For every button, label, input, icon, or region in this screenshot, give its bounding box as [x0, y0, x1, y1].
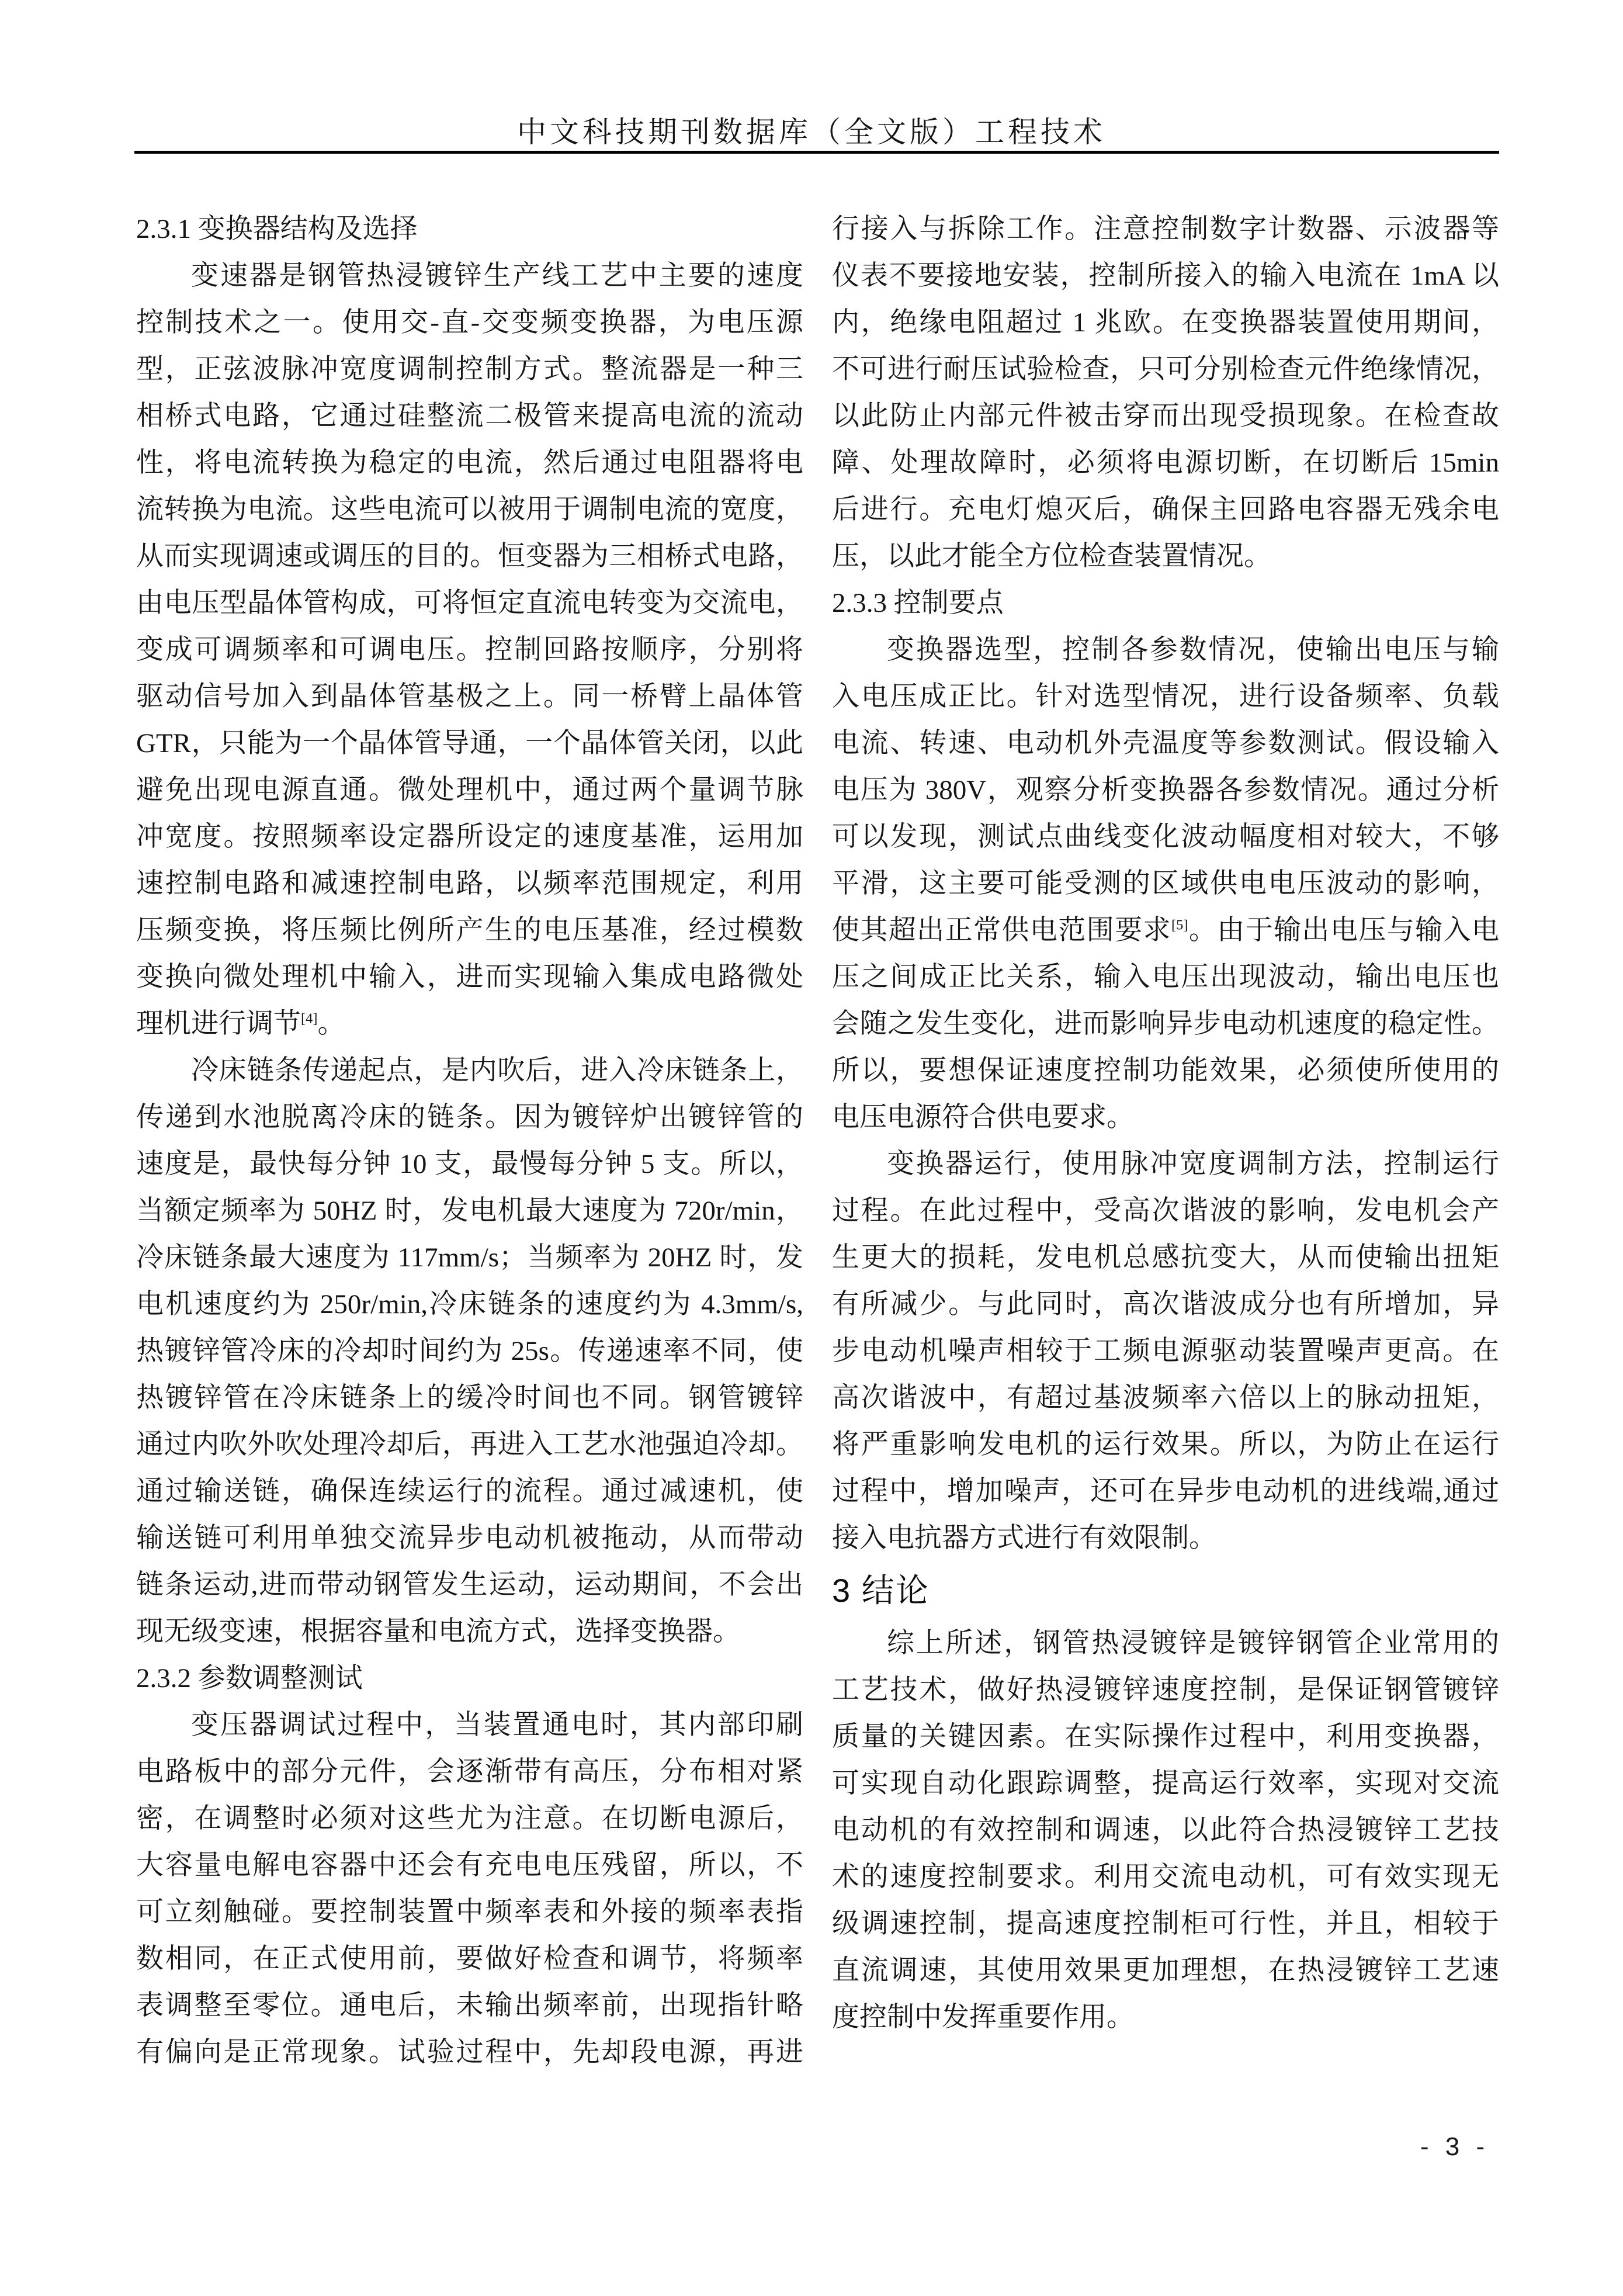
text-line: 综上所述，钢管热浸镀锌是镀锌钢管企业常用的: [887, 1628, 1499, 1658]
text-line: 高次谐波中，有超过基波频率六倍以上的脉动扭矩，: [832, 1383, 1499, 1413]
text-line: 可以发现，测试点曲线变化波动幅度相对较大，不够: [832, 822, 1499, 852]
text-line: 级调速控制，提高速度控制柜可行性，并且，相较于: [832, 1909, 1499, 1939]
text-line: 理机进行调节[4]。: [136, 1009, 345, 1039]
journal-header-title: 中文科技期刊数据库（全文版）工程技术: [517, 116, 1106, 148]
text-line: 变成可调频率和可调电压。控制回路按顺序，分别将: [136, 635, 803, 665]
text-line: 不可进行耐压试验检查，只可分别检查元件绝缘情况，: [832, 354, 1499, 385]
conclusion-heading: 3 结论: [832, 1572, 930, 1609]
header-divider: [134, 151, 1499, 154]
text-line: 以此防止内部元件被击穿而出现受损现象。在检查故: [832, 401, 1499, 431]
text-line: 链条运动,进而带动钢管发生运动，运动期间，不会出: [136, 1570, 803, 1600]
text-line: 冲宽度。按照频率设定器所设定的速度基准，运用加: [136, 822, 803, 852]
text-line: 电流、转速、电动机外壳温度等参数测试。假设输入: [832, 728, 1499, 759]
text-line: 通过输送链，确保连续运行的流程。通过减速机，使: [136, 1476, 803, 1507]
text-line: 平滑，这主要可能受测的区域供电电压波动的影响，: [832, 868, 1499, 899]
text-line: 步电动机噪声相较于工频电源驱动装置噪声更高。在: [832, 1336, 1499, 1366]
text-line: 过程中，增加噪声，还可在异步电动机的进线端,通过: [832, 1476, 1499, 1507]
page-number: - 3 -: [1420, 2132, 1490, 2161]
text-line: 内，绝缘电阻超过 1 兆欧。在变换器装置使用期间，: [832, 307, 1499, 338]
text-line: 密，在调整时必须对这些尤为注意。在切断电源后，: [136, 1803, 803, 1834]
text-line: 使其超出正常供电范围要求[5]。由于输出电压与输入电: [832, 915, 1499, 946]
text-line: 通过内吹外吹处理冷却后，再进入工艺水池强迫冷却。: [136, 1429, 803, 1460]
text-line: 接入电抗器方式进行有效限制。: [832, 1523, 1216, 1553]
text-line: 从而实现调速或调压的目的。恒变器为三相桥式电路，: [136, 541, 803, 572]
text-line: 有所减少。与此同时，高次谐波成分也有所增加，异: [832, 1289, 1499, 1320]
reference-superscript: [4]: [301, 1010, 318, 1027]
text-line: 直流调速，其使用效果更加理想，在热浸镀锌工艺速: [832, 1955, 1499, 1986]
right-column: [832, 206, 1499, 2041]
text-line: 可立刻触碰。要控制装置中频率表和外接的频率表指: [136, 1897, 803, 1927]
text-line: 后进行。充电灯熄灭后，确保主回路电容器无残余电: [832, 494, 1499, 525]
text-line: 会随之发生变化，进而影响异步电动机速度的稳定性。: [832, 1009, 1499, 1039]
reference-superscript: [5]: [1171, 917, 1188, 933]
section-heading: 2.3.2 参数调整测试: [136, 1663, 363, 1694]
text-line: 速度是，最快每分钟 10 支，最慢每分钟 5 支。所以，: [136, 1149, 803, 1179]
text-line: 由电压型晶体管构成，可将恒定直流电转变为交流电，: [136, 588, 803, 618]
text-line: 障、处理故障时，必须将电源切断，在切断后 15min: [832, 448, 1499, 478]
text-line: 质量的关键因素。在实际操作过程中，利用变换器，: [832, 1722, 1499, 1752]
text-line: 变速器是钢管热浸镀锌生产线工艺中主要的速度: [191, 261, 803, 291]
text-line: 电机速度约为 250r/min,冷床链条的速度约为 4.3mm/s,: [136, 1289, 803, 1320]
text-line: 变换向微处理机中输入，进而实现输入集成电路微处: [136, 962, 803, 992]
text-line: 过程。在此过程中，受高次谐波的影响，发电机会产: [832, 1196, 1499, 1226]
text-line: 电动机的有效控制和调速，以此符合热浸镀锌工艺技: [832, 1815, 1499, 1845]
text-line: 热镀锌管冷床的冷却时间约为 25s。传递速率不同，使: [136, 1336, 803, 1366]
text-line: 表调整至零位。通电后，未输出频率前，出现指针略: [136, 1990, 803, 2021]
text-line: 大容量电解电容器中还会有充电电压残留，所以，不: [136, 1850, 803, 1881]
section-heading: 2.3.1 变换器结构及选择: [136, 214, 418, 244]
text-line: 速控制电路和减速控制电路，以频率范围规定，利用: [136, 868, 803, 899]
text-line: 行接入与拆除工作。注意控制数字计数器、示波器等: [832, 214, 1499, 244]
text-line: 入电压成正比。针对选型情况，进行设备频率、负载: [832, 681, 1499, 712]
text-line: 传递到水池脱离冷床的链条。因为镀锌炉出镀锌管的: [136, 1102, 803, 1133]
text-line: 流转换为电流。这些电流可以被用于调制电流的宽度，: [136, 494, 803, 525]
text-line: 所以，要想保证速度控制功能效果，必须使所使用的: [832, 1055, 1499, 1086]
text-line: 度控制中发挥重要作用。: [832, 2002, 1134, 2032]
text-line: 生更大的损耗，发电机总感抗变大，从而使输出扭矩: [832, 1242, 1499, 1273]
text-line: 电压为 380V，观察分析变换器各参数情况。通过分析: [832, 775, 1499, 805]
text-line: 控制技术之一。使用交-直-交变频变换器，为电压源: [136, 307, 803, 338]
text-line: 工艺技术，做好热浸镀锌速度控制，是保证钢管镀锌: [832, 1675, 1499, 1705]
text-line: 型，正弦波脉冲宽度调制控制方式。整流器是一种三: [136, 354, 803, 385]
text-line: 当额定频率为 50HZ 时，发电机最大速度为 720r/min，: [136, 1196, 803, 1226]
text-line: 变压器调试过程中，当装置通电时，其内部印刷: [191, 1710, 803, 1740]
text-line: 现无级变速，根据容量和电流方式，选择变换器。: [136, 1616, 740, 1647]
text-line: 数相同，在正式使用前，要做好检查和调节，将频率: [136, 1944, 803, 1974]
text-line: 可实现自动化跟踪调整，提高运行效率，实现对交流: [832, 1768, 1499, 1799]
text-line: 输送链可利用单独交流异步电动机被拖动，从而带动: [136, 1523, 803, 1553]
section-heading: 2.3.3 控制要点: [832, 588, 1004, 618]
text-line: 变换器选型，控制各参数情况，使输出电压与输: [887, 635, 1499, 665]
text-line: 电路板中的部分元件，会逐渐带有高压，分布相对紧: [136, 1757, 803, 1787]
text-line: 术的速度控制要求。利用交流电动机，可有效实现无: [832, 1862, 1499, 1892]
text-line: 将严重影响发电机的运行效果。所以，为防止在运行: [832, 1429, 1499, 1460]
text-line: 性，将电流转换为稳定的电流，然后通过电阻器将电: [136, 448, 803, 478]
text-line: 冷床链条传递起点，是内吹后，进入冷床链条上，: [191, 1055, 803, 1086]
text-line: 相桥式电路，它通过硅整流二极管来提高电流的流动: [136, 401, 803, 431]
text-line: 仪表不要接地安装，控制所接入的输入电流在 1mA 以: [832, 261, 1499, 291]
text-line: GTR，只能为一个晶体管导通，一个晶体管关闭，以此: [136, 728, 803, 759]
text-line: 冷床链条最大速度为 117mm/s；当频率为 20HZ 时，发: [136, 1242, 803, 1273]
text-line: 电压电源符合供电要求。: [832, 1102, 1134, 1133]
left-column: [136, 206, 803, 2076]
text-line: 压频变换，将压频比例所产生的电压基准，经过模数: [136, 915, 803, 946]
text-line: 压之间成正比关系，输入电压出现波动，输出电压也: [832, 962, 1499, 992]
text-line: 有偏向是正常现象。试验过程中，先却段电源，再进: [136, 2037, 803, 2068]
text-line: 变换器运行，使用脉冲宽度调制方法，控制运行: [887, 1149, 1499, 1179]
text-line: 压，以此才能全方位检查装置情况。: [832, 541, 1271, 572]
text-line: 热镀锌管在冷床链条上的缓冷时间也不同。钢管镀锌: [136, 1383, 803, 1413]
text-line: 避免出现电源直通。微处理机中，通过两个量调节脉: [136, 775, 803, 805]
text-line: 驱动信号加入到晶体管基极之上。同一桥臂上晶体管: [136, 681, 803, 712]
